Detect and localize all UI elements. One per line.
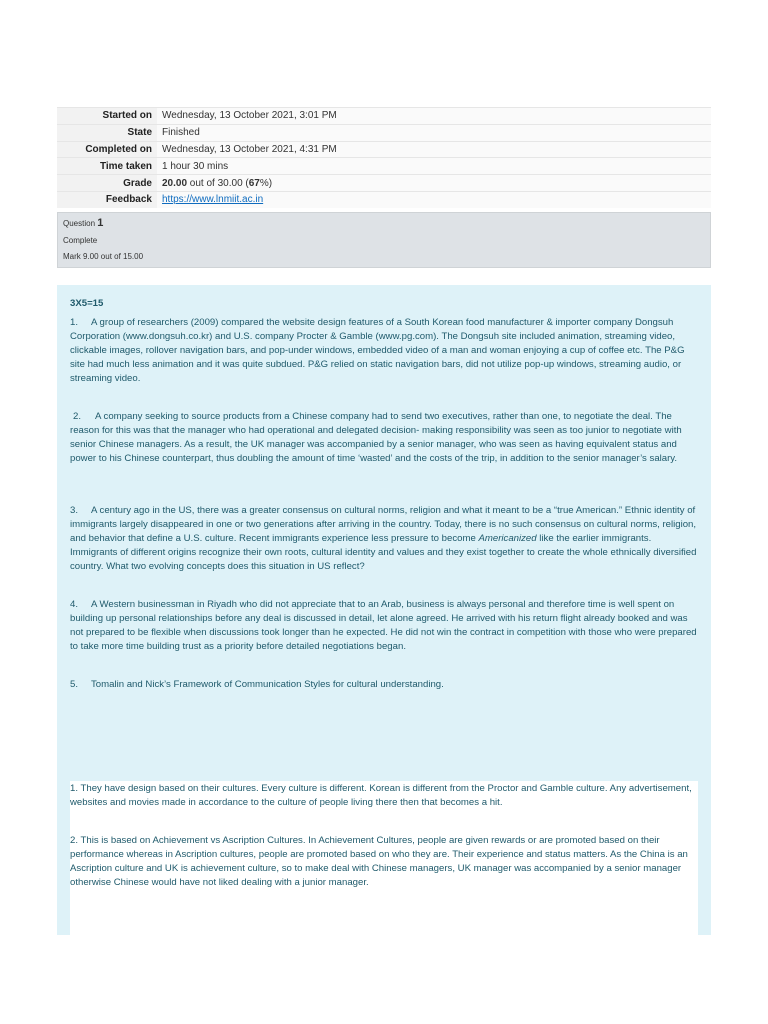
grade-score: 20.00 xyxy=(162,177,188,189)
summary-label: Completed on xyxy=(57,141,157,158)
question-number: 1 xyxy=(97,217,104,229)
question-item-5 xyxy=(70,678,700,692)
grade-out-of: out of 30.00 ( xyxy=(187,177,249,189)
summary-row-time-taken xyxy=(57,158,711,175)
summary-row-completed-on xyxy=(57,141,711,158)
answer-text-area[interactable] xyxy=(70,781,698,935)
item-text-italic: Americanized xyxy=(478,533,537,544)
question-item-2 xyxy=(70,410,700,466)
question-prefix: Question xyxy=(63,219,96,228)
question-item-3 xyxy=(70,504,700,574)
question-state: Complete xyxy=(63,236,98,245)
item-number: 1. xyxy=(70,317,79,328)
summary-row-feedback xyxy=(57,191,711,207)
item-number: 5. xyxy=(70,679,79,690)
summary-row-state xyxy=(57,124,711,141)
question-number-line xyxy=(63,217,103,229)
feedback-link[interactable]: https://www.lnmiit.ac.in xyxy=(162,194,264,206)
summary-value: Wednesday, 13 October 2021, 3:01 PM xyxy=(157,108,711,125)
attempt-summary-table xyxy=(57,107,711,208)
summary-value: 1 hour 30 mins xyxy=(157,158,711,175)
summary-row-grade xyxy=(57,175,711,192)
grade-value xyxy=(157,175,711,192)
summary-label: Feedback xyxy=(57,191,157,207)
item-text: A Western businessman in Riyadh who did not appreciate that to an Arab, business is always personal and therefore time is well spent on building up personal relationships before any deal is discussed in detail, let alone agreed. He arrived with his return flight already booked and was not prepared to be flexible when discussions took longer than he expected. He did not win the contract in competition with those who were prepared to take more time building trust as a priority before detailed negotiations began. xyxy=(70,599,697,652)
answer-paragraph: 1. They have design based on their cultures. Every culture is different. Korean is different from the Proctor and Gamble culture. Any advertisement, websites and movies made in accordance to the culture of people living there then that becomes a hit. xyxy=(70,783,692,808)
item-text-after: like the earlier immigrants. Immigrants of different origins recognize their own roots, cultural identity and values and they exist together to create the whole ethnically diversified country. What two evolving concepts does this situation in US reflect? xyxy=(70,533,697,572)
item-number: 4. xyxy=(70,599,79,610)
summary-label: Time taken xyxy=(57,158,157,175)
item-text: A group of researchers (2009) compared the website design features of a South Korean food manufacturer & importer company Dongsuh Corporation (www.dongsuh.co.kr) and U.S. company Procter & Gamble (www.pg.com). The Dongsuh site included animation, streaming video, clickable images, rollover navigation bars, and pop-under windows, embedded video of a man and woman enjoying a cup of coffee etc. The P&G site had much less animation and it was quite subdued. P&G relied on static navigation bars, did not utilize pop-up windows, streaming audio, or streaming video. xyxy=(70,317,685,384)
question-mark: Mark 9.00 out of 15.00 xyxy=(63,252,144,261)
summary-row-started-on xyxy=(57,108,711,125)
summary-label: Started on xyxy=(57,108,157,125)
summary-value: Finished xyxy=(157,124,711,141)
item-text-before: A century ago in the US, there was a greater consensus on cultural norms, religion and what it meant to be a “true American.” Ethnic identity of immigrants largely disappeared in one or two generations after arriving in the country. Today, there is no such consensus on cultural norms, religion, and behavior that define a U.S. culture. Recent immigrants experience less pressure to become xyxy=(70,505,697,544)
summary-label: Grade xyxy=(57,175,157,192)
item-text: A company seeking to source products from a Chinese company had to send two executives, rather than one, to negotiate the deal. The reason for this was that the manager who had operational and delegated decision- making responsibility was seen as too junior to negotiate with senior Chinese managers. As a result, the UK manager was accompanied by a senior manager, who was seen as having equivalent status and power to his Chinese counterpart, thus doubling the amount of time ‘wasted’ and the costs of the trip, in addition to the senior manager’s salary. xyxy=(70,411,682,464)
answer-paragraph: 2. This is based on Achievement vs Ascription Cultures. In Achievement Cultures, people are given rewards or are promoted based on their performance whereas in Ascription cultures, people are promoted based on who they are. Their experience and status matters. As the China is an Ascription culture and UK is achievement culture, so to make deal with Chinese managers, UK manager was accompanied by a senior manager otherwise Chinese would have not liked dealing with a junior manager. xyxy=(70,835,688,888)
question-heading: 3X5=15 xyxy=(70,298,104,309)
item-number: 3. xyxy=(70,505,79,516)
question-info-panel xyxy=(57,212,711,268)
grade-percent: 67 xyxy=(248,177,260,189)
grade-close: %) xyxy=(259,177,273,189)
summary-label: State xyxy=(57,124,157,141)
question-item-4 xyxy=(70,598,700,654)
item-text: Tomalin and Nick’s Framework of Communication Styles for cultural understanding. xyxy=(91,679,444,690)
question-item-1 xyxy=(70,316,700,386)
item-number: 2. xyxy=(73,411,82,422)
summary-value: Wednesday, 13 October 2021, 4:31 PM xyxy=(157,141,711,158)
feedback-value xyxy=(157,191,711,207)
